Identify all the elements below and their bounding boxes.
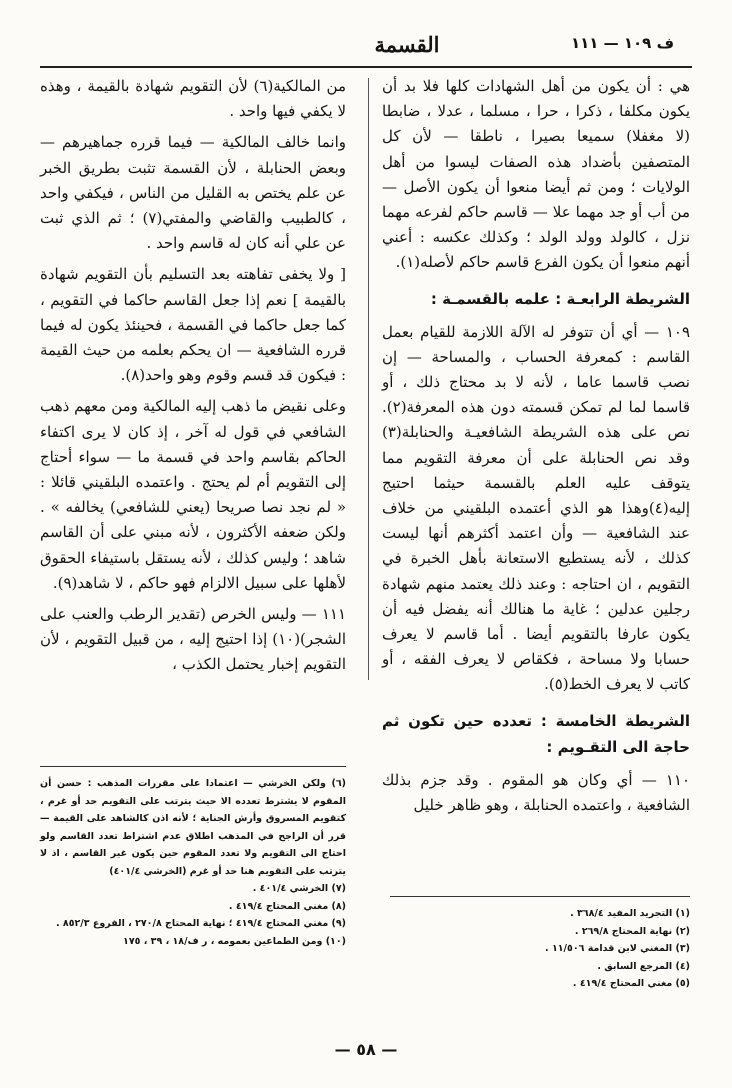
right-column (382, 74, 690, 824)
footnote: (١٠) ومن الطماعين بعمومه ، ر ف/١٨ ، ٣٩ ، ١٧٥ (123, 935, 346, 947)
paragraph: وعلى نقيض ما ذهب إليه المالكية ومن معهم ذهب الشافعي في قول له آخر ، إذ كان لا يرى اكتفاء الحاكم بقاسم واحد في قسمة ما — سواء أحتاج إلى التقويم أم لم يحتج . واعتمده البلقيني قائلا : « لم نجد نصا صريحا (يعني للشافعي) يخالفه » . ولكن ضعفه الأكثرون ، لأنه مبني على أن القاسم شاهد ؛ وليس كذلك ، لأنه يستقل باستيفاء الحقوق لأهلها على سبيل الالزام فهو حاكم ، لا شاهد(٩). (40, 397, 346, 592)
paragraph: ١٠٩ — أي أن تتوفر له الآلة اللازمة للقيام بعمل القاسم : كمعرفة الحساب ، والمساحة — إن نصب قاسما عاما ، لأنه لا بد محتاج ذلك ، أو قاسما لما لم تمكن قسمته دون هذه المعرفة(٢). نص على هذه الشريطة الشافعيـة والحنابلة(٣) وقد نص الحنابلة على أن معرفة التقويم مما يتوقف عليه العلم بالقسمة حيثما احتيج إليه(٤)وهذا هو الذي أعتمده البلقيني من خلاف عند الشافعية — وأن اعتمد أكثرهم أنها ليست كذلك ، لأنه يستطيع الاستعانة بأهل الخبرة في التقويم ، ان احتاجه : وعند ذلك يعتمد منهم شهادة رجلين عدلين ؛ غاية ما هنالك أنه يفضل فيه أن يكون عارفا بالتقويم أيضا . أما قاسم لا يعرف حسابا ولا مساحة ، فكقاص لا يعرف الفقه ، أو كاتب لا يعرف الخط(٥). (382, 322, 690, 694)
paragraph: ١١٠ — أي وكان هو المقوم . وقد جزم بذلك الشافعية ، واعتمده الحنابلة ، وهو ظاهر خليل (382, 770, 690, 814)
paragraph: [ ولا يخفى تفاهته بعد التسليم بأن التقويم شهادة بالقيمة ] نعم إذا جعل القاسم حاكما في التقويم ، كما جعل حاكما في القسمة ، فحينئذ يكون له فيما قرره الشافعية — ان يحكم بعلمه من حيث القيمة : فيكون قد قسم وقوم وهو واحد(٨). (40, 265, 346, 385)
paragraph: وانما خالف المالكية — فيما قرره جماهيرهم — وبعض الحنابلة ، لأن القسمة تثبت بطريق الخبر عن علم يختص به القليل من الناس ، فيكفي واحد ، كالطبيب والقاضي والمفتي(٧) ؛ ثم الذي ثبت عن علي أنه كان له قاسم واحد . (40, 133, 347, 253)
footnote-rule (390, 896, 690, 897)
footnotes-left (40, 775, 346, 950)
page-header (40, 28, 692, 72)
column-divider (368, 78, 369, 680)
paragraph: من المالكية(٦) لأن التقويم شهادة بالقيمة ، وهذه لا يكفي فيها واحد . (40, 77, 346, 121)
paragraph: ١١١ — وليس الخرص (تقدير الرطب والعنب على الشجر)(١٠) إذا احتيج إليه ، من قبيل التقويم ، لأن التقويم إخبار يحتمل الكذب ، (40, 605, 346, 674)
header-rule (40, 66, 692, 68)
footnote: (٩) مغني المحتاج ٤١٩/٤ ؛ نهاية المحتاج ٢٧٠/٨ ، الفروع ٨٥٢/٣ . (55, 918, 346, 929)
footnote: (٥) مغني المحتاج ٤١٩/٤ . (572, 978, 690, 989)
left-column (40, 74, 346, 684)
section-heading: الشريطة الخامسة : تعدده حين تكون ثم حاجة الى التقـويم : (382, 711, 690, 756)
footnote: (٧) الخرشي ٤٠١/٤ . (252, 883, 346, 894)
paragraph: هي : أن يكون من أهل الشهادات كلها فلا بد أن يكون مكلفا ، ذكرا ، حرا ، مسلما ، عدلا ، ضابطا (لا مغفلا) سميعا بصيرا ، ناطقا — لأن كل المتصفين بأضداد هذه الصفات ليسوا من أهل الولايات ؛ ومن ثم أيضا منعوا أن يكون الأصل — من أب أو جد مهما علا — قاسم حاكم لفرعه مهما نزل ، كالولد وولد الولد ؛ وكذلك عكسه : أعني أنهم منعوا أن يكون الفرع قاسم حاكم لأصله(١). (382, 77, 690, 272)
page-number: — ٥٨ — (334, 1040, 398, 1059)
footnotes-right (390, 905, 690, 993)
footnote-rule (40, 766, 346, 767)
page-range: ف ١٠٩ — ١١١ (570, 34, 674, 52)
section-heading: الشريطة الرابعـة : علمه بالقسمـة : (430, 289, 690, 308)
footnote: (٢) نهاية المحتاج ٢٦٩/٨ . (574, 925, 690, 937)
footnote: (٨) مغني المحتاج ٤١٩/٤ . (228, 900, 346, 912)
section-title: القسمة (374, 32, 440, 57)
footnote: (١) التجريد المفيد ٣٦٨/٤ . (570, 908, 690, 919)
footnote: (٣) المغني لابن قدامة ١١/٥٠٦ . (545, 943, 690, 954)
footnote: (٤) المرجع السابق . (597, 960, 690, 972)
footnote: (٦) ولكن الخرشي — اعتمادا على مقررات المذهب : حسن أن المقوم لا يشترط تعدده الا حيث يترتب على التقويم حد أو غرم ، كتقويم المسروق وأرش الجناية ؛ لأنه اذن كالشاهد على القيمة — قرر أن الراجح في المذهب اطلاق عدم اشتراط تعدد القاسم ولو احتاج الى التقويم ولا تعدد المقوم حين يكون غير القاسم ، اذ لا يترتب على التقويم هنا حد أو غرم (الخرشي ٤٠١/٤) (40, 778, 346, 877)
